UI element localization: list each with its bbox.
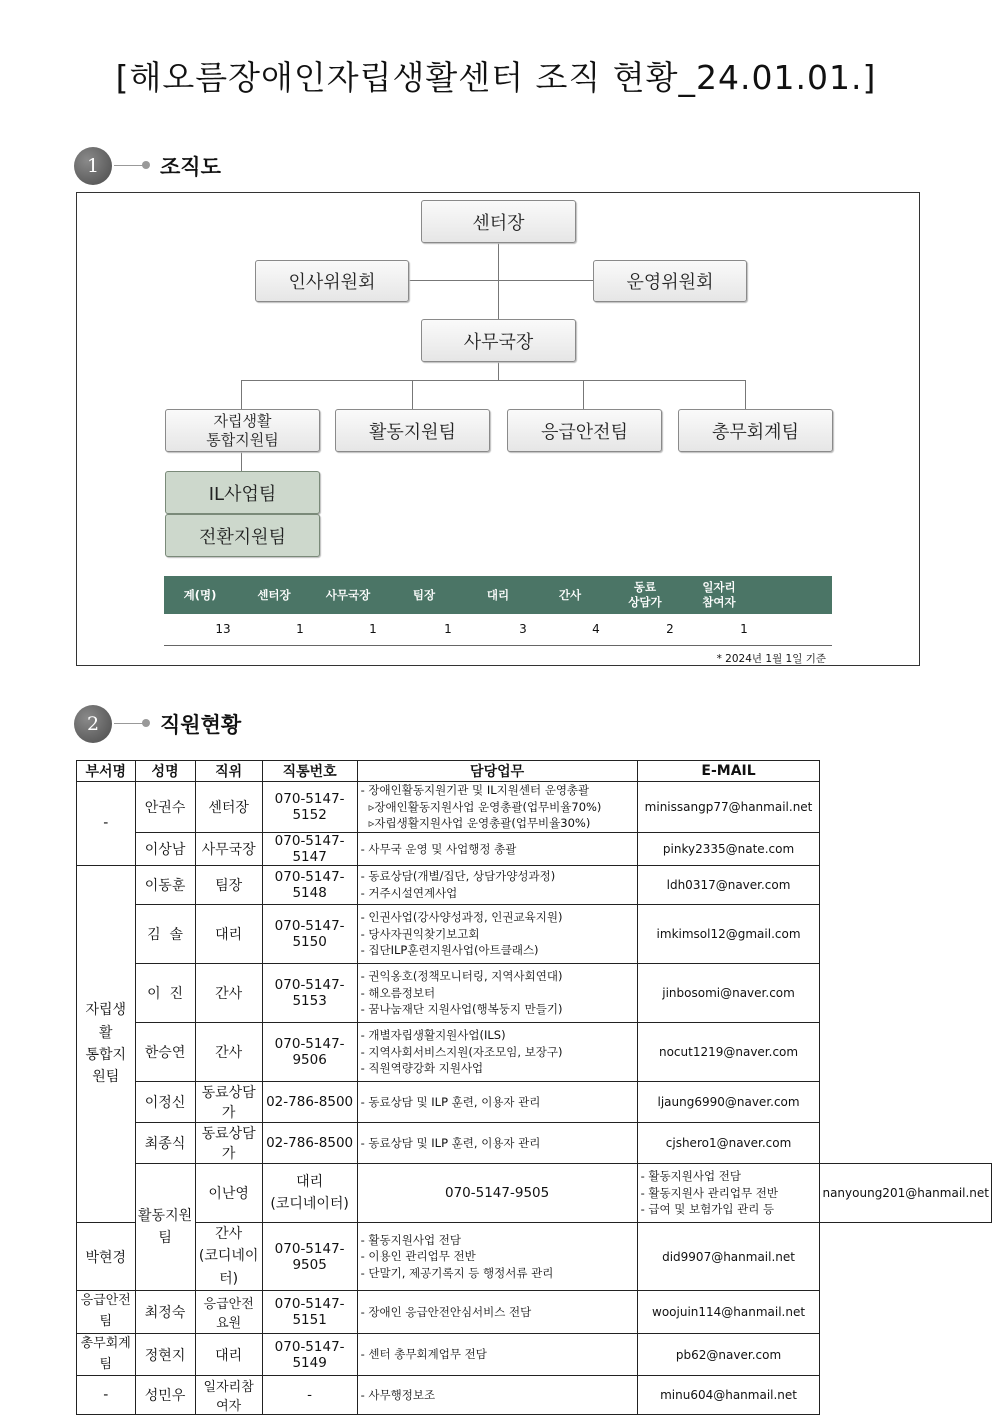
stat-value-peer-counselor: 2 [666, 622, 674, 636]
table-row [77, 1164, 992, 1223]
position-cell: 대리 [195, 1333, 262, 1376]
connector-line [241, 452, 242, 472]
header-dept: 부서명 [77, 761, 136, 782]
email-link[interactable]: pb62@naver.com [637, 1333, 820, 1376]
name-cell: 이상남 [135, 833, 195, 866]
duty-cell: - 동료상담(개별/집단, 상담가양성과정) - 거주시설연계사업 [357, 866, 637, 905]
section-connector [114, 723, 144, 724]
phone-cell: 02-786-8500 [262, 1123, 357, 1164]
table-row [77, 1082, 992, 1123]
table-row [77, 1376, 992, 1415]
phone-cell: 02-786-8500 [262, 1082, 357, 1123]
section-number-badge: 1 [74, 147, 112, 185]
position-cell: 간사 (코디네이터) [195, 1223, 262, 1291]
org-box-il-team-line2: 통합지원팀 [206, 430, 279, 449]
duty-cell: - 개별자립생활지원사업(ILS) - 지역사회서비스지원(자조모임, 보장구) - 직원역량강화 지원사업 [357, 1023, 637, 1082]
org-box-admin-team: 총무회계팀 [678, 409, 833, 452]
org-box-ops-committee: 운영위원회 [593, 260, 747, 302]
org-box-director: 센터장 [421, 200, 576, 243]
table-row [77, 1223, 992, 1291]
table-row [77, 905, 992, 964]
phone-cell: - [262, 1376, 357, 1415]
position-cell: 일자리참여자 [195, 1376, 262, 1415]
table-row [77, 1291, 992, 1334]
dept-cell: 총무회계팀 [77, 1333, 136, 1376]
connector-line [745, 380, 746, 410]
section-dot [142, 719, 150, 727]
name-cell: 한승연 [135, 1023, 195, 1082]
section-dot [142, 161, 150, 169]
email-link[interactable]: imkimsol12@gmail.com [637, 905, 820, 964]
stat-header: 팀장 [412, 588, 436, 602]
org-box-il-team [165, 409, 320, 452]
email-link[interactable]: cjshero1@naver.com [637, 1123, 820, 1164]
header-position: 직위 [195, 761, 262, 782]
position-cell: 응급안전요원 [195, 1291, 262, 1334]
duty-cell: - 장애인활동지원기관 및 IL지원센터 운영총괄 ▹장애인활동지원사업 운영총괄(업무비율70%) ▹자립생활지원사업 운영총괄(업무비율30%) [357, 782, 637, 833]
dept-cell: - [77, 782, 136, 866]
header-duty: 담당업무 [357, 761, 637, 782]
connector-line [241, 380, 746, 381]
phone-cell: 070-5147-5153 [262, 964, 357, 1023]
connector-line [498, 361, 499, 381]
stat-value-secretary: 1 [369, 622, 377, 636]
connector-line [408, 280, 594, 281]
org-box-activity-team: 활동지원팀 [335, 409, 490, 452]
stat-header: 간사 [558, 588, 582, 602]
name-cell: 이 진 [135, 964, 195, 1023]
name-cell: 안권수 [135, 782, 195, 833]
position-cell: 사무국장 [195, 833, 262, 866]
org-box-il-business: IL사업팀 [165, 471, 320, 514]
org-box-il-team-line1: 자립생활 [213, 411, 272, 430]
position-cell: 팀장 [195, 866, 262, 905]
name-cell: 이정신 [135, 1082, 195, 1123]
stat-footnote: * 2024년 1월 1일 기준 [716, 653, 826, 665]
name-cell: 성민우 [135, 1376, 195, 1415]
stat-value-assistant-manager: 3 [519, 622, 527, 636]
stat-header: 계(명) [183, 588, 217, 602]
section-title: 직원현황 [160, 713, 242, 737]
email-link[interactable]: ljaung6990@naver.com [637, 1082, 820, 1123]
duty-cell: - 사무국 운영 및 사업행정 총괄 [357, 833, 637, 866]
header-email: E-MAIL [637, 761, 820, 782]
org-box-emergency-team: 응급안전팀 [507, 409, 662, 452]
stat-divider [164, 645, 832, 646]
phone-cell: 070-5147-5151 [262, 1291, 357, 1334]
section-connector [114, 165, 144, 166]
email-link[interactable]: woojuin114@hanmail.net [637, 1291, 820, 1334]
duty-cell: - 활동지원사업 전담 - 이용인 관리업무 전반 - 단말기, 제공기록지 등 행정서류 관리 [357, 1223, 637, 1291]
dept-cell: 응급안전팀 [77, 1291, 136, 1334]
position-cell: 센터장 [195, 782, 262, 833]
stat-header: 일자리 참여자 [702, 580, 736, 609]
stat-value-team-lead: 1 [444, 622, 452, 636]
position-cell: 동료상담가 [195, 1082, 262, 1123]
stat-header: 센터장 [257, 588, 291, 602]
table-row [77, 964, 992, 1023]
phone-cell: 070-5147-5152 [262, 782, 357, 833]
name-cell: 김 솔 [135, 905, 195, 964]
email-link[interactable]: ldh0317@naver.com [637, 866, 820, 905]
stat-header: 사무국장 [325, 588, 371, 602]
email-link[interactable]: minissangp77@hanmail.net [637, 782, 820, 833]
phone-cell: 070-5147-9505 [357, 1164, 637, 1223]
stat-header: 동료 상담가 [628, 580, 662, 609]
email-link[interactable]: nanyoung201@hanmail.net [820, 1164, 992, 1223]
org-box-transition: 전환지원팀 [165, 514, 320, 557]
stat-header: 대리 [486, 588, 510, 602]
position-cell: 동료상담가 [195, 1123, 262, 1164]
email-link[interactable]: did9907@hanmail.net [637, 1223, 820, 1291]
dept-cell: 활동지원팀 [135, 1164, 195, 1291]
stat-value-staff: 4 [592, 622, 600, 636]
name-cell: 최정숙 [135, 1291, 195, 1334]
email-link[interactable]: nocut1219@naver.com [637, 1023, 820, 1082]
dept-cell: - [77, 1376, 136, 1415]
duty-cell: - 동료상담 및 ILP 훈련, 이용자 관리 [357, 1082, 637, 1123]
phone-cell: 070-5147-5147 [262, 833, 357, 866]
phone-cell: 070-5147-5150 [262, 905, 357, 964]
phone-cell: 070-5147-9505 [262, 1223, 357, 1291]
org-box-secretary-general: 사무국장 [421, 319, 576, 362]
duty-cell: - 사무행정보조 [357, 1376, 637, 1415]
phone-cell: 070-5147-5149 [262, 1333, 357, 1376]
table-row [77, 1333, 992, 1376]
org-box-hr-committee: 인사위원회 [255, 260, 409, 302]
table-row [77, 1023, 992, 1082]
stat-value-total: 13 [215, 622, 231, 636]
stat-value-director: 1 [296, 622, 304, 636]
connector-line [583, 380, 584, 410]
duty-cell: - 장애인 응급안전안심서비스 전담 [357, 1291, 637, 1334]
stat-value-job-participant: 1 [740, 622, 748, 636]
position-cell: 간사 [195, 964, 262, 1023]
name-cell: 이동훈 [135, 866, 195, 905]
name-cell: 이난영 [195, 1164, 262, 1223]
dept-cell: 자립생활 통합지원팀 [77, 866, 136, 1223]
email-link[interactable]: jinbosomi@naver.com [637, 964, 820, 1023]
connector-line [241, 380, 242, 410]
header-name: 성명 [135, 761, 195, 782]
phone-cell: 070-5147-5148 [262, 866, 357, 905]
page-title: [해오름장애인자립생활센터 조직 현황_24.01.01.] [115, 58, 877, 97]
connector-line [412, 380, 413, 410]
phone-cell: 070-5147-9506 [262, 1023, 357, 1082]
name-cell: 정현지 [135, 1333, 195, 1376]
duty-cell: - 동료상담 및 ILP 훈련, 이용자 관리 [357, 1123, 637, 1164]
duty-cell: - 인권사업(강사양성과정, 인권교육지원) - 당사자권익찾기보고회 - 집단ILP훈련지원사업(아트클래스) [357, 905, 637, 964]
table-row [77, 833, 992, 866]
table-row [77, 1123, 992, 1164]
section-number-badge: 2 [74, 705, 112, 743]
duty-cell: - 활동지원사업 전담 - 활동지원사 관리업무 전반 - 급여 및 보험가입 관리 등 [637, 1164, 820, 1223]
position-cell: 대리 [195, 905, 262, 964]
duty-cell: - 센터 총무회계업무 전담 [357, 1333, 637, 1376]
table-row [77, 866, 992, 905]
table-header-row [77, 761, 992, 782]
name-cell: 최종식 [135, 1123, 195, 1164]
table-row [77, 782, 992, 833]
header-phone: 직통번호 [262, 761, 357, 782]
section-title: 조직도 [160, 155, 221, 179]
name-cell: 박현경 [77, 1223, 136, 1291]
email-link[interactable]: minu604@hanmail.net [637, 1376, 820, 1415]
position-cell: 간사 [195, 1023, 262, 1082]
position-cell: 대리 (코디네이터) [262, 1164, 357, 1223]
staff-table [76, 760, 992, 1415]
email-link[interactable]: pinky2335@nate.com [637, 833, 820, 866]
duty-cell: - 권익옹호(정책모니터링, 지역사회연대) - 해오름정보터 - 꿈나눔재단 지원사업(행복둥지 만들기) [357, 964, 637, 1023]
